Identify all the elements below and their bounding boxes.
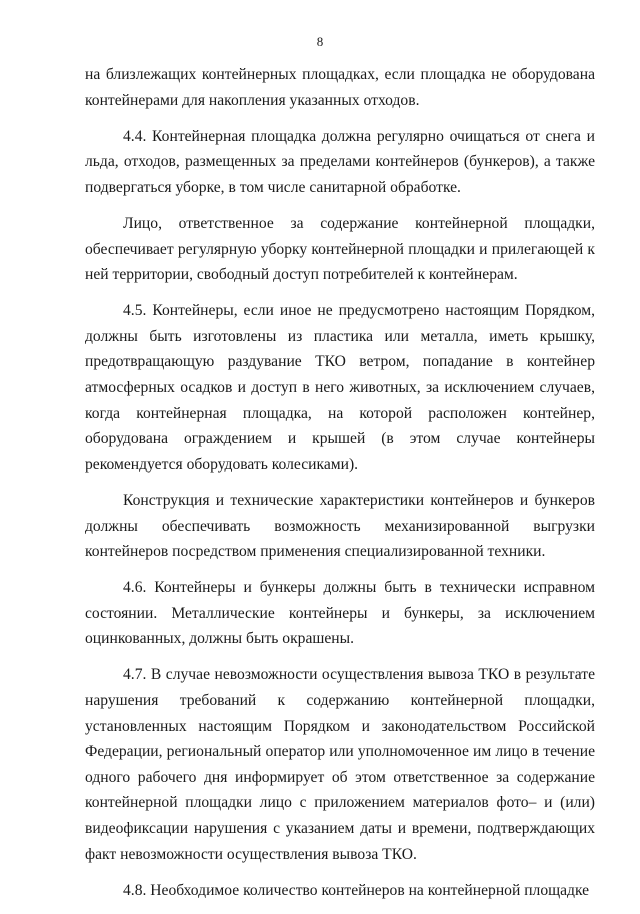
paragraph-responsible-person: Лицо, ответственное за содержание контейнерной площадки, обеспечивает регулярную уборку контейнерной площадки и прилегающей к ней территории, свободный доступ потребителей к контейнерам.: [85, 214, 595, 284]
paragraph-4-4: 4.4. Контейнерная площадка должна регулярно очищаться от снега и льда, отходов, размещенных за пределами контейнеров (бункеров), а также подвергаться уборке, в том числе санитарной обработке.: [85, 127, 595, 196]
paragraph-4-5: 4.5. Контейнеры, если иное не предусмотрено настоящим Порядком, должны быть изготовлены из пластика или металла, иметь крышку, предотвращающую раздувание ТКО ветром, попадание в контейнер атмосферных осадков и доступ в него животных, за исключением случаев, когда контейнерная площадка, на которой расположен контейнер, оборудована ограждением и крышей (в этом случае контейнеры рекомендуется оборудовать колесиками).: [85, 302, 595, 473]
paragraph-4-6: 4.6. Контейнеры и бункеры должны быть в технически исправном состоянии. Металлические контейнеры и бункеры, за исключением оцинкованных, должны быть окрашены.: [85, 579, 595, 648]
page-number: 8: [316, 34, 324, 49]
document-body: [85, 62, 595, 914]
paragraph-4-7: 4.7. В случае невозможности осуществления вывоза ТКО в результате нарушения требований к содержанию контейнерной площадки, установленных настоящим Порядком и законодательством Российской Федерации, региональный оператор или уполномоченное им лицо в течение одного рабочего дня информирует об этом ответственное за содержание контейнерной площадки лицо с приложением материалов фото– и (или) видеофиксации нарушения с указанием даты и времени, подтверждающих факт невозможности осуществления вывоза ТКО.: [85, 666, 595, 863]
paragraph-4-8: 4.8. Необходимое количество контейнеров на контейнерной площадке: [123, 881, 590, 899]
paragraph-construction: Конструкция и технические характеристики контейнеров и бункеров должны обеспечивать возможность механизированной выгрузки контейнеров посредством применения специализированной техники.: [85, 491, 595, 561]
paragraph-continuation: на близлежащих контейнерных площадках, если площадка не оборудована контейнерами для накопления указанных отходов.: [85, 66, 595, 109]
